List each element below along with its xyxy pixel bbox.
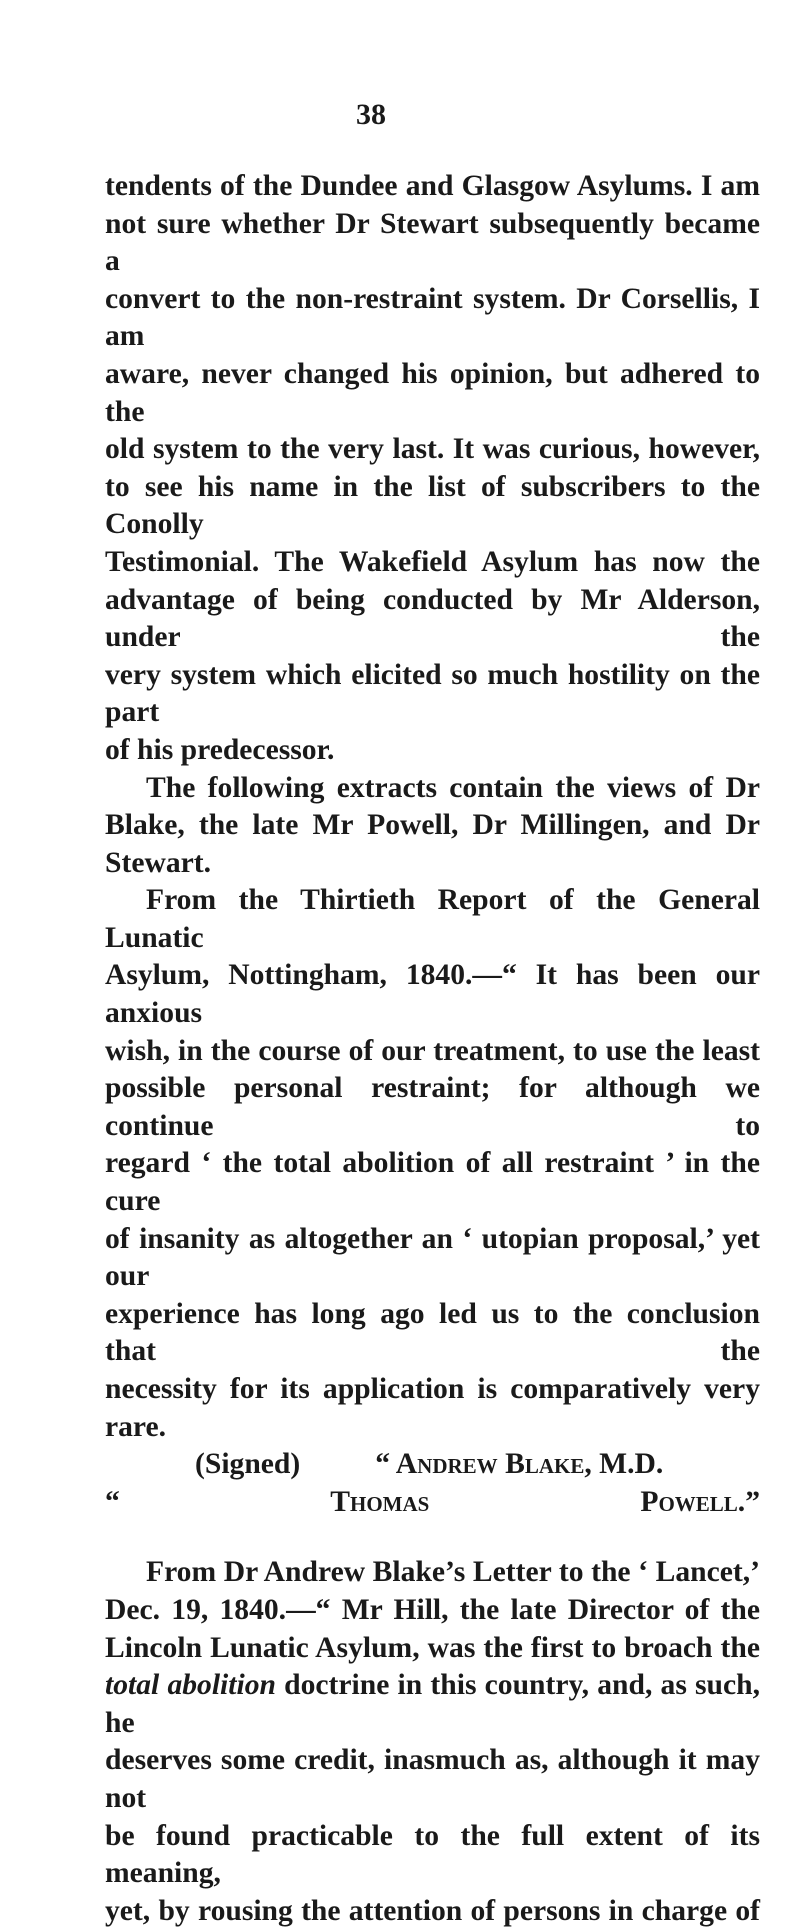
text-line: wish, in the course of our treatment, to use the least (105, 1034, 760, 1067)
text-run: doctrine in this country, and, as such, he (105, 1669, 760, 1739)
emphasized-text: total abolition (105, 1669, 276, 1702)
text-line: yet, by rousing the attention of persons in charge of (105, 1894, 760, 1927)
text-line: Blake, the late Mr Powell, Dr Millingen, and Dr (105, 809, 760, 842)
text-line: Testimonial. The Wakefield Asylum has now the (105, 545, 760, 578)
text-line: of his predecessor. (105, 733, 335, 766)
text-line (105, 1667, 760, 1742)
text-line: Asylum, Nottingham, 1840.—“ It has been our anxious (105, 959, 760, 1030)
text-line: be found practicable to the full extent of its meaning, (105, 1819, 760, 1890)
text-line: Dec. 19, 1840.—“ Mr Hill, the late Director of the (105, 1593, 760, 1626)
signatory-name: “ Thomas Powell.” (105, 1485, 760, 1518)
text-line: tendents of the Dundee and Glasgow Asylums. I am (105, 170, 760, 202)
text-line: advantage of being conducted by Mr Alderson, under the (105, 583, 760, 654)
paragraph (105, 168, 760, 770)
text-line: aware, never changed his opinion, but adhered to the (105, 357, 760, 428)
body-text (105, 168, 760, 1930)
text-line: very system which elicited so much hostility on the part (105, 658, 760, 729)
text-line: Stewart. (105, 846, 212, 879)
text-line: not sure whether Dr Stewart subsequently became a (105, 207, 760, 278)
text-line: regard ‘ the total abolition of all restraint ’ in the cure (105, 1147, 760, 1218)
text-line: From the Thirtieth Report of the General Lunatic (105, 884, 760, 954)
text-line: From Dr Andrew Blake’s Letter to the ‘ Lancet,’ (146, 1556, 760, 1589)
text-line: possible personal restraint; for although we continue to (105, 1072, 760, 1142)
text-line: The following extracts contain the views of Dr (146, 771, 760, 804)
paragraph (105, 882, 760, 1446)
signatory-name: “ Andrew Blake, M.D. (375, 1448, 664, 1481)
page-number: 38 (356, 98, 386, 131)
text-line: of insanity as altogether an ‘ utopian proposal,’ yet our (105, 1222, 760, 1293)
paragraph (105, 770, 760, 883)
text-line: necessity for its application is comparatively very rare. (105, 1373, 760, 1443)
signed-label: (Signed) (195, 1448, 301, 1481)
text-line: deserves some credit, inasmuch as, although it may not (105, 1744, 760, 1814)
text-line: old system to the very last. It was curious, however, (105, 433, 760, 466)
text-line: experience has long ago led us to the conclusion that the (105, 1297, 760, 1368)
text-line: Lincoln Lunatic Asylum, was the first to broach the (105, 1631, 760, 1664)
signature-block (105, 1446, 760, 1521)
text-line: to see his name in the list of subscribers to the Conolly (105, 470, 760, 541)
paragraph (105, 1554, 760, 1930)
text-line: convert to the non-restraint system. Dr Corsellis, I am (105, 282, 760, 353)
